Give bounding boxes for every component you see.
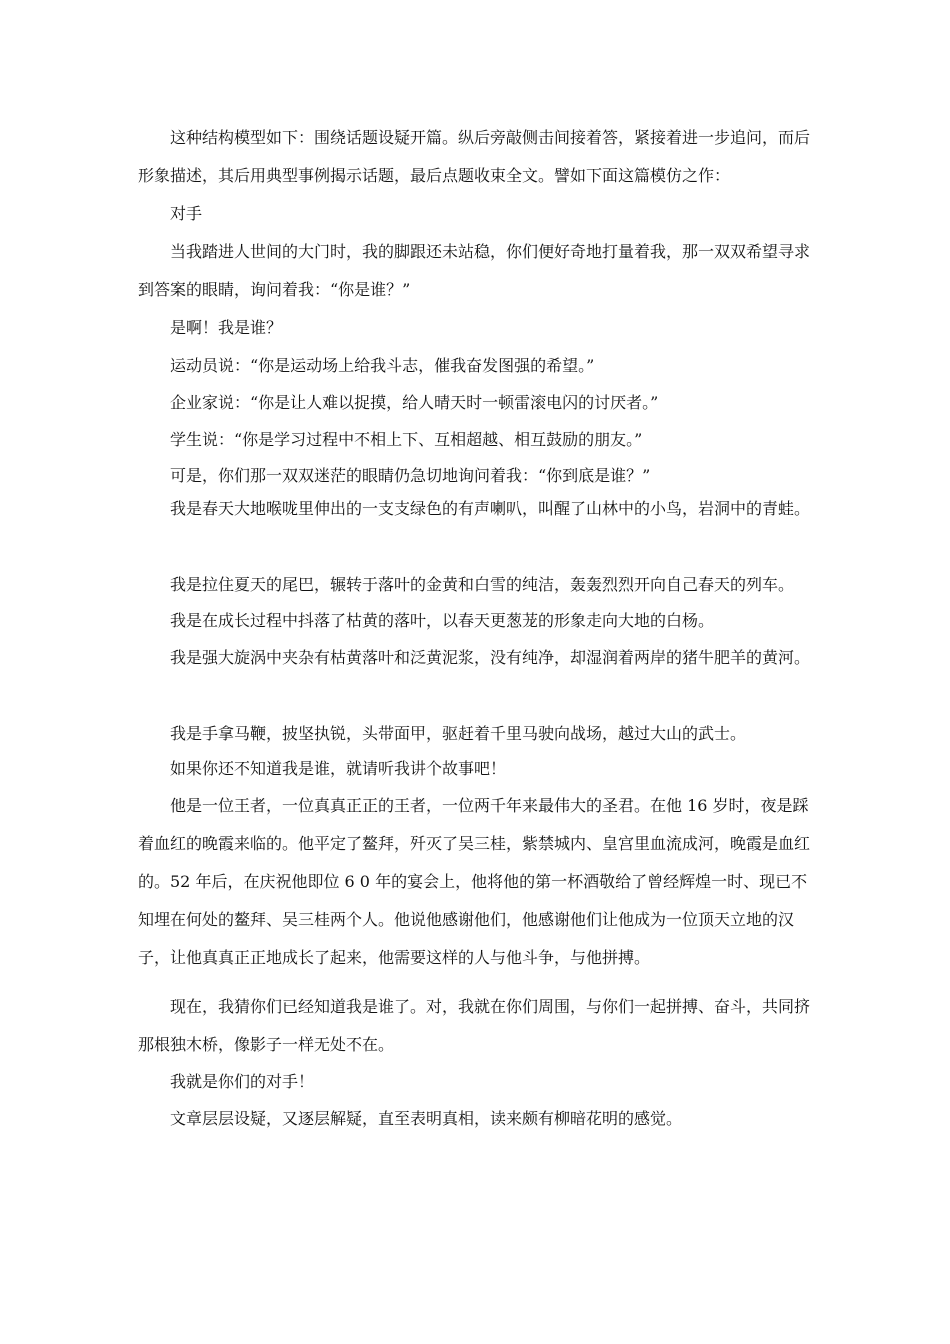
paragraph: 他是一位王者，一位真真正正的王者，一位两千年来最伟大的圣君。在他 16 岁时，夜是踩着血红的晚霞来临的。他平定了鳌拜，歼灭了吴三桂，紫禁城内、皇宫里血流成河，晚霞是血红的。52 年后，在庆祝他即位 6 0 年的宴会上，他将他的第一杯酒敬给了曾经辉煌一时、现已不知埋在何处的鳌拜、吴三桂两个人。他说他感谢他们，他感谢他们让他成为一位顶天立地的汉子，让他真真正正地成长了起来，他需要这样的人与他斗争，与他拼搏。 <box>138 796 811 967</box>
paragraph: 我是春天大地喉咙里伸出的一支支绿色的有声喇叭，叫醒了山林中的小鸟，岩洞中的青蛙。 <box>170 499 811 518</box>
paragraph: 企业家说：“你是让人难以捉摸，给人晴天时一顿雷滚电闪的讨厌者。” <box>170 393 659 412</box>
paragraph: 可是，你们那一双双迷茫的眼睛仍急切地询问着我：“你到底是谁？” <box>170 466 651 485</box>
paragraph: 当我踏进人世间的大门时，我的脚跟还未站稳，你们便好奇地打量着我，那一双双希望寻求到答案的眼睛，询问着我：“你是谁？” <box>138 242 811 299</box>
paragraph: 如果你还不知道我是谁，就请听我讲个故事吧！ <box>170 759 507 778</box>
paragraph: 我就是你们的对手！ <box>170 1072 315 1091</box>
paragraph: 现在，我猜你们已经知道我是谁了。对，我就在你们周围，与你们一起拼搏、奋斗，共同挤那根独木桥，像影子一样无处不在。 <box>138 997 811 1054</box>
paragraph: 我是拉住夏天的尾巴，辗转于落叶的金黄和白雪的纯洁，轰轰烈烈开向自己春天的列车。 <box>170 575 795 594</box>
paragraph-conclusion: 文章层层设疑，又逐层解疑，直至表明真相，读来颇有柳暗花明的感觉。 <box>170 1109 683 1128</box>
paragraph-intro: 这种结构模型如下：围绕话题设疑开篇。纵后旁敲侧击间接着答，紧接着进一步追问，而后形象描述，其后用典型事例揭示话题，最后点题收束全文。譬如下面这篇模仿之作： <box>138 128 811 185</box>
paragraph: 是啊！我是谁？ <box>170 318 283 337</box>
paragraph: 运动员说：“你是运动场上给我斗志，催我奋发图强的希望。” <box>170 356 595 375</box>
paragraph: 我是强大旋涡中夹杂有枯黄落叶和泛黄泥浆，没有纯净，却湿润着两岸的猪牛肥羊的黄河。 <box>170 648 811 667</box>
paragraph: 学生说：“你是学习过程中不相上下、互相超越、相互鼓励的朋友。” <box>170 430 643 449</box>
paragraph: 我是在成长过程中抖落了枯黄的落叶，以春天更葱茏的形象走向大地的白杨。 <box>170 611 715 630</box>
essay-title: 对手 <box>170 204 203 223</box>
paragraph: 我是手拿马鞭，披坚执锐，头带面甲，驱赶着千里马驶向战场，越过大山的武士。 <box>170 724 747 743</box>
